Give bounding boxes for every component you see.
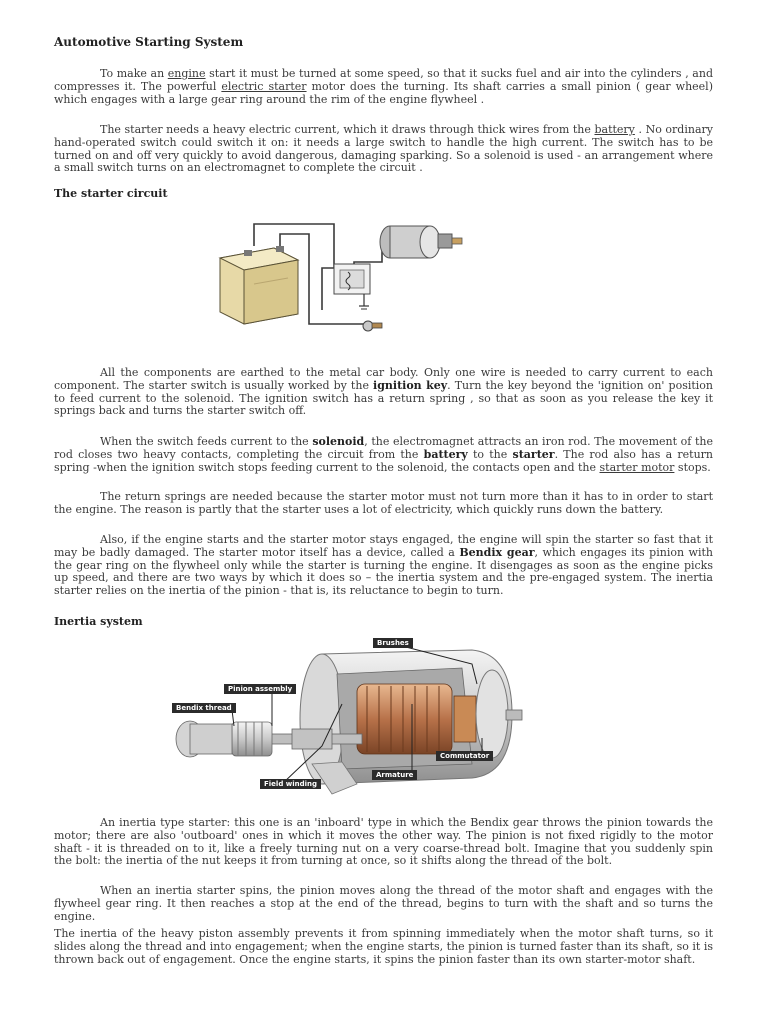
paragraph-return-springs: The return springs are needed because the starter motor must not turn more than it has to in order to start the engine. The reason is partly that the starter uses a lot of electricity, which quickly runs down the battery. xyxy=(54,490,713,516)
label-commutator: Commutator xyxy=(436,751,493,761)
paragraph-intro: To make an engine start it must be turned at some speed, so that it sucks fuel and air into the cylinders , and compresses it. The powerful electric starter motor does the turning. Its shaft carries a small pinion ( gear wheel) which engages with a large gear ring around the rim of the engine flywheel . xyxy=(54,67,713,106)
label-field-winding: Field winding xyxy=(260,779,321,789)
relay-icon xyxy=(334,264,370,309)
battery-icon xyxy=(220,246,298,324)
starter-motor-illustration xyxy=(172,634,530,802)
heading-inertia-system: Inertia system xyxy=(54,615,143,628)
paragraph-piston-inertia: The inertia of the heavy piston assembly prevents it from spinning immediately when the motor shaft turns, so it slides along the thread and into engagement; when the engine starts, the pinion is turned faster than its shaft, so it is thrown back out of engagement. Once the engine starts, it spins the pinion faster than its own starter-motor shaft. xyxy=(54,927,713,966)
link-battery[interactable]: battery xyxy=(594,123,635,136)
link-starter-motor[interactable]: starter motor xyxy=(599,460,675,474)
paragraph-solenoid: When the switch feeds current to the solenoid, the electromagnet attracts an iron rod. The movement of the rod closes two heavy contacts, completing the circuit from the battery to the starter. The rod also has a return spring -when the ignition switch stops feeding current to the solenoid, the contacts open and the starter motor stops. xyxy=(54,435,713,474)
paragraph-earthing: All the components are earthed to the metal car body. Only one wire is needed to carry current to each component. The starter switch is usually worked by the ignition key. Turn the key beyond the 'ignition on' position to feed current to the solenoid. The ignition switch has a return spring , so that as soon as you release the key it springs back and turns the starter switch off. xyxy=(54,366,713,418)
starter-circuit-diagram xyxy=(214,214,466,338)
link-engine[interactable]: engine xyxy=(167,67,206,80)
solenoid-icon xyxy=(380,226,462,258)
label-bendix-thread: Bendix thread xyxy=(172,703,236,713)
ignition-key-icon xyxy=(363,321,382,331)
paragraph-inertia-type: An inertia type starter: this one is an 'inboard' type in which the Bendix gear throws the pinion towards the motor; there are also 'outboard' ones in which it moves the other way. The pinion is not fixed rigidly to the motor shaft - it is threaded on to it, like a freely turning nut on a very coarse-thread bolt. Imagine that you suddenly spin the bolt: the inertia of the nut keeps it from turning at once, so it shifts along the thread of the bolt. xyxy=(54,816,713,868)
link-electric-starter[interactable]: electric starter xyxy=(221,79,307,93)
paragraph-inertia-spins: When an inertia starter spins, the pinion moves along the thread of the motor shaft and engages with the flywheel gear ring. It then reaches a stop at the end of the thread, begins to turn with the shaft and so turns the engine. xyxy=(54,884,713,923)
label-pinion-assembly: Pinion assembly xyxy=(224,684,296,694)
page-title: Automotive Starting System xyxy=(54,35,244,49)
paragraph-starter-current: The starter needs a heavy electric current, which it draws through thick wires from the battery . No ordinary hand-operated switch could switch it on: it needs a large switch to handle the high current. The switch has to be turned on and off very quickly to avoid dangerous, damaging sparking. So a solenoid is used - an arrangement where a small switch turns on an electromagnet to complete the circuit . xyxy=(54,123,713,175)
inertia-starter-figure xyxy=(172,634,530,802)
label-armature: Armature xyxy=(372,770,417,780)
label-brushes: Brushes xyxy=(373,638,413,648)
paragraph-bendix: Also, if the engine starts and the starter motor stays engaged, the engine will spin the starter so fast that it may be badly damaged. The starter motor itself has a device, called a Bendix gear, which engages its pinion with the gear ring on the flywheel only while the starter is turning the engine. It disengages as soon as the engine picks up speed, and there are two ways by which it does so – the inertia system and the pre-engaged system. The inertia starter relies on the inertia of the pinion - that is, its reluctance to begin to turn. xyxy=(54,533,713,598)
heading-starter-circuit: The starter circuit xyxy=(54,187,168,200)
